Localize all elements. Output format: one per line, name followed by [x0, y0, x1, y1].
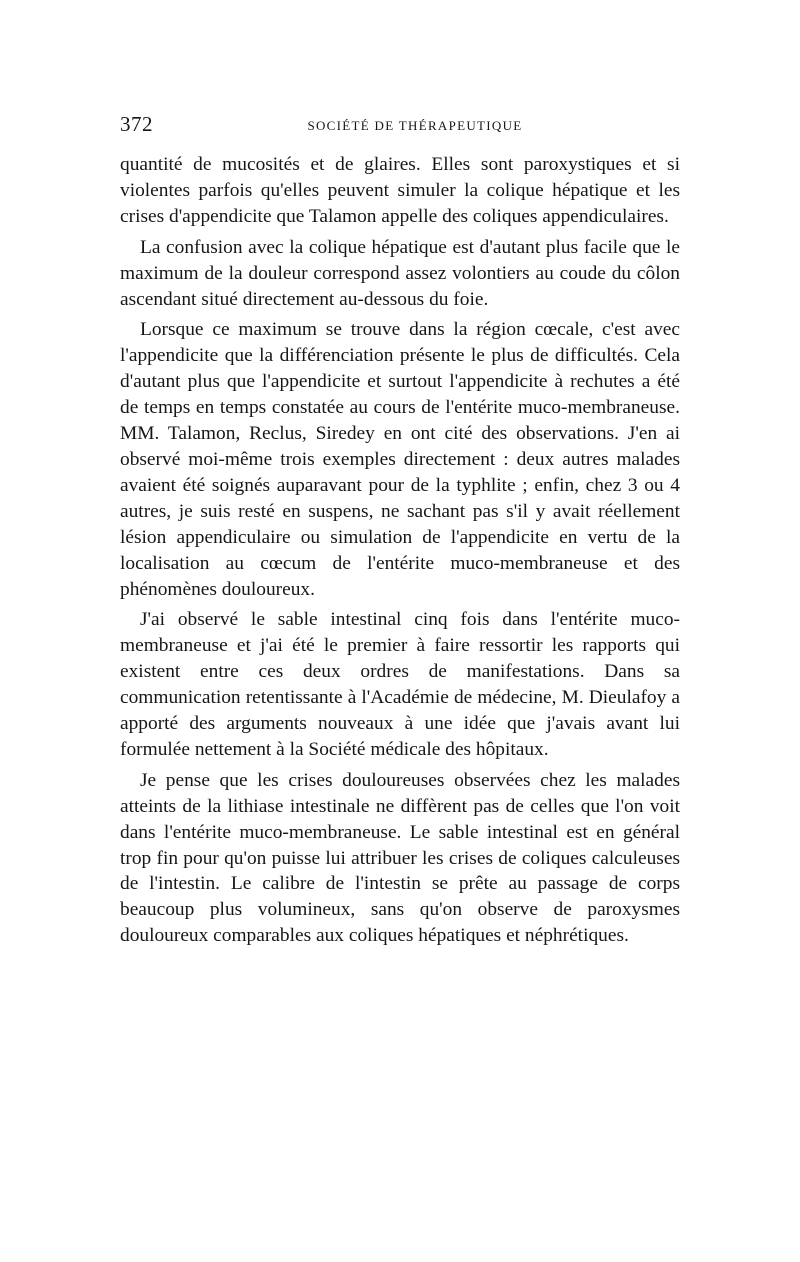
- book-page: [120, 110, 680, 954]
- body-text: [120, 152, 680, 949]
- running-title: SOCIÉTÉ DE THÉRAPEUTIQUE: [307, 118, 523, 133]
- paragraph: Je pense que les crises douloureuses observées chez les malades atteints de la lithiase intestinale ne diffèrent pas de celles que l'on voit dans l'entérite muco-membraneuse. Le sable intestinal est en général trop fin pour qu'on puisse lui attribuer les crises de coliques calculeuses de l'intestin. Le calibre de l'intestin se prête au passage de corps beaucoup plus volumineux, sans qu'on observe de paroxysmes douloureux comparables aux coliques hépatiques et néphrétiques.: [120, 769, 680, 947]
- running-head: [120, 110, 680, 140]
- page-number: 372: [120, 112, 153, 136]
- paragraph: Lorsque ce maximum se trouve dans la région cœcale, c'est avec l'appendicite que la différenciation présente le plus de difficultés. Cela d'autant plus que l'appendicite et surtout l'appendicite à rechutes a été de temps en temps constatée au cours de l'entérite muco-membraneuse. MM. Talamon, Reclus, Siredey en ont cité des observations. J'en ai observé moi-même trois exemples directement : deux autres malades avaient été soignés auparavant pour de la typhlite ; enfin, chez 3 ou 4 autres, je suis resté en suspens, ne sachant pas s'il y avait réellement lésion appendiculaire ou simulation de l'appendicite en vertu de la localisation au cœcum de l'entérite muco-membraneuse et des phénomènes douloureux.: [120, 319, 680, 600]
- paragraph-continuation: quantité de mucosités et de glaires. Elles sont paroxystiques et si violentes parfois qu'elles peuvent simuler la colique hépatique et les crises d'appendicite que Talamon appelle des coliques appendiculaires.: [120, 154, 680, 227]
- paragraph: La confusion avec la colique hépatique est d'autant plus facile que le maximum de la douleur correspond assez volontiers au coude du côlon ascendant situé directement au-dessous du foie.: [120, 236, 680, 310]
- paragraph: J'ai observé le sable intestinal cinq fois dans l'entérite muco-membraneuse et j'ai été le premier à faire ressortir les rapports qui existent entre ces deux ordres de manifestations. Dans sa communication retentissante à l'Académie de médecine, M. Dieulafoy a apporté des arguments nouveaux à une idée que j'avais avant lui formulée nettement à la Société médicale des hôpitaux.: [120, 609, 680, 760]
